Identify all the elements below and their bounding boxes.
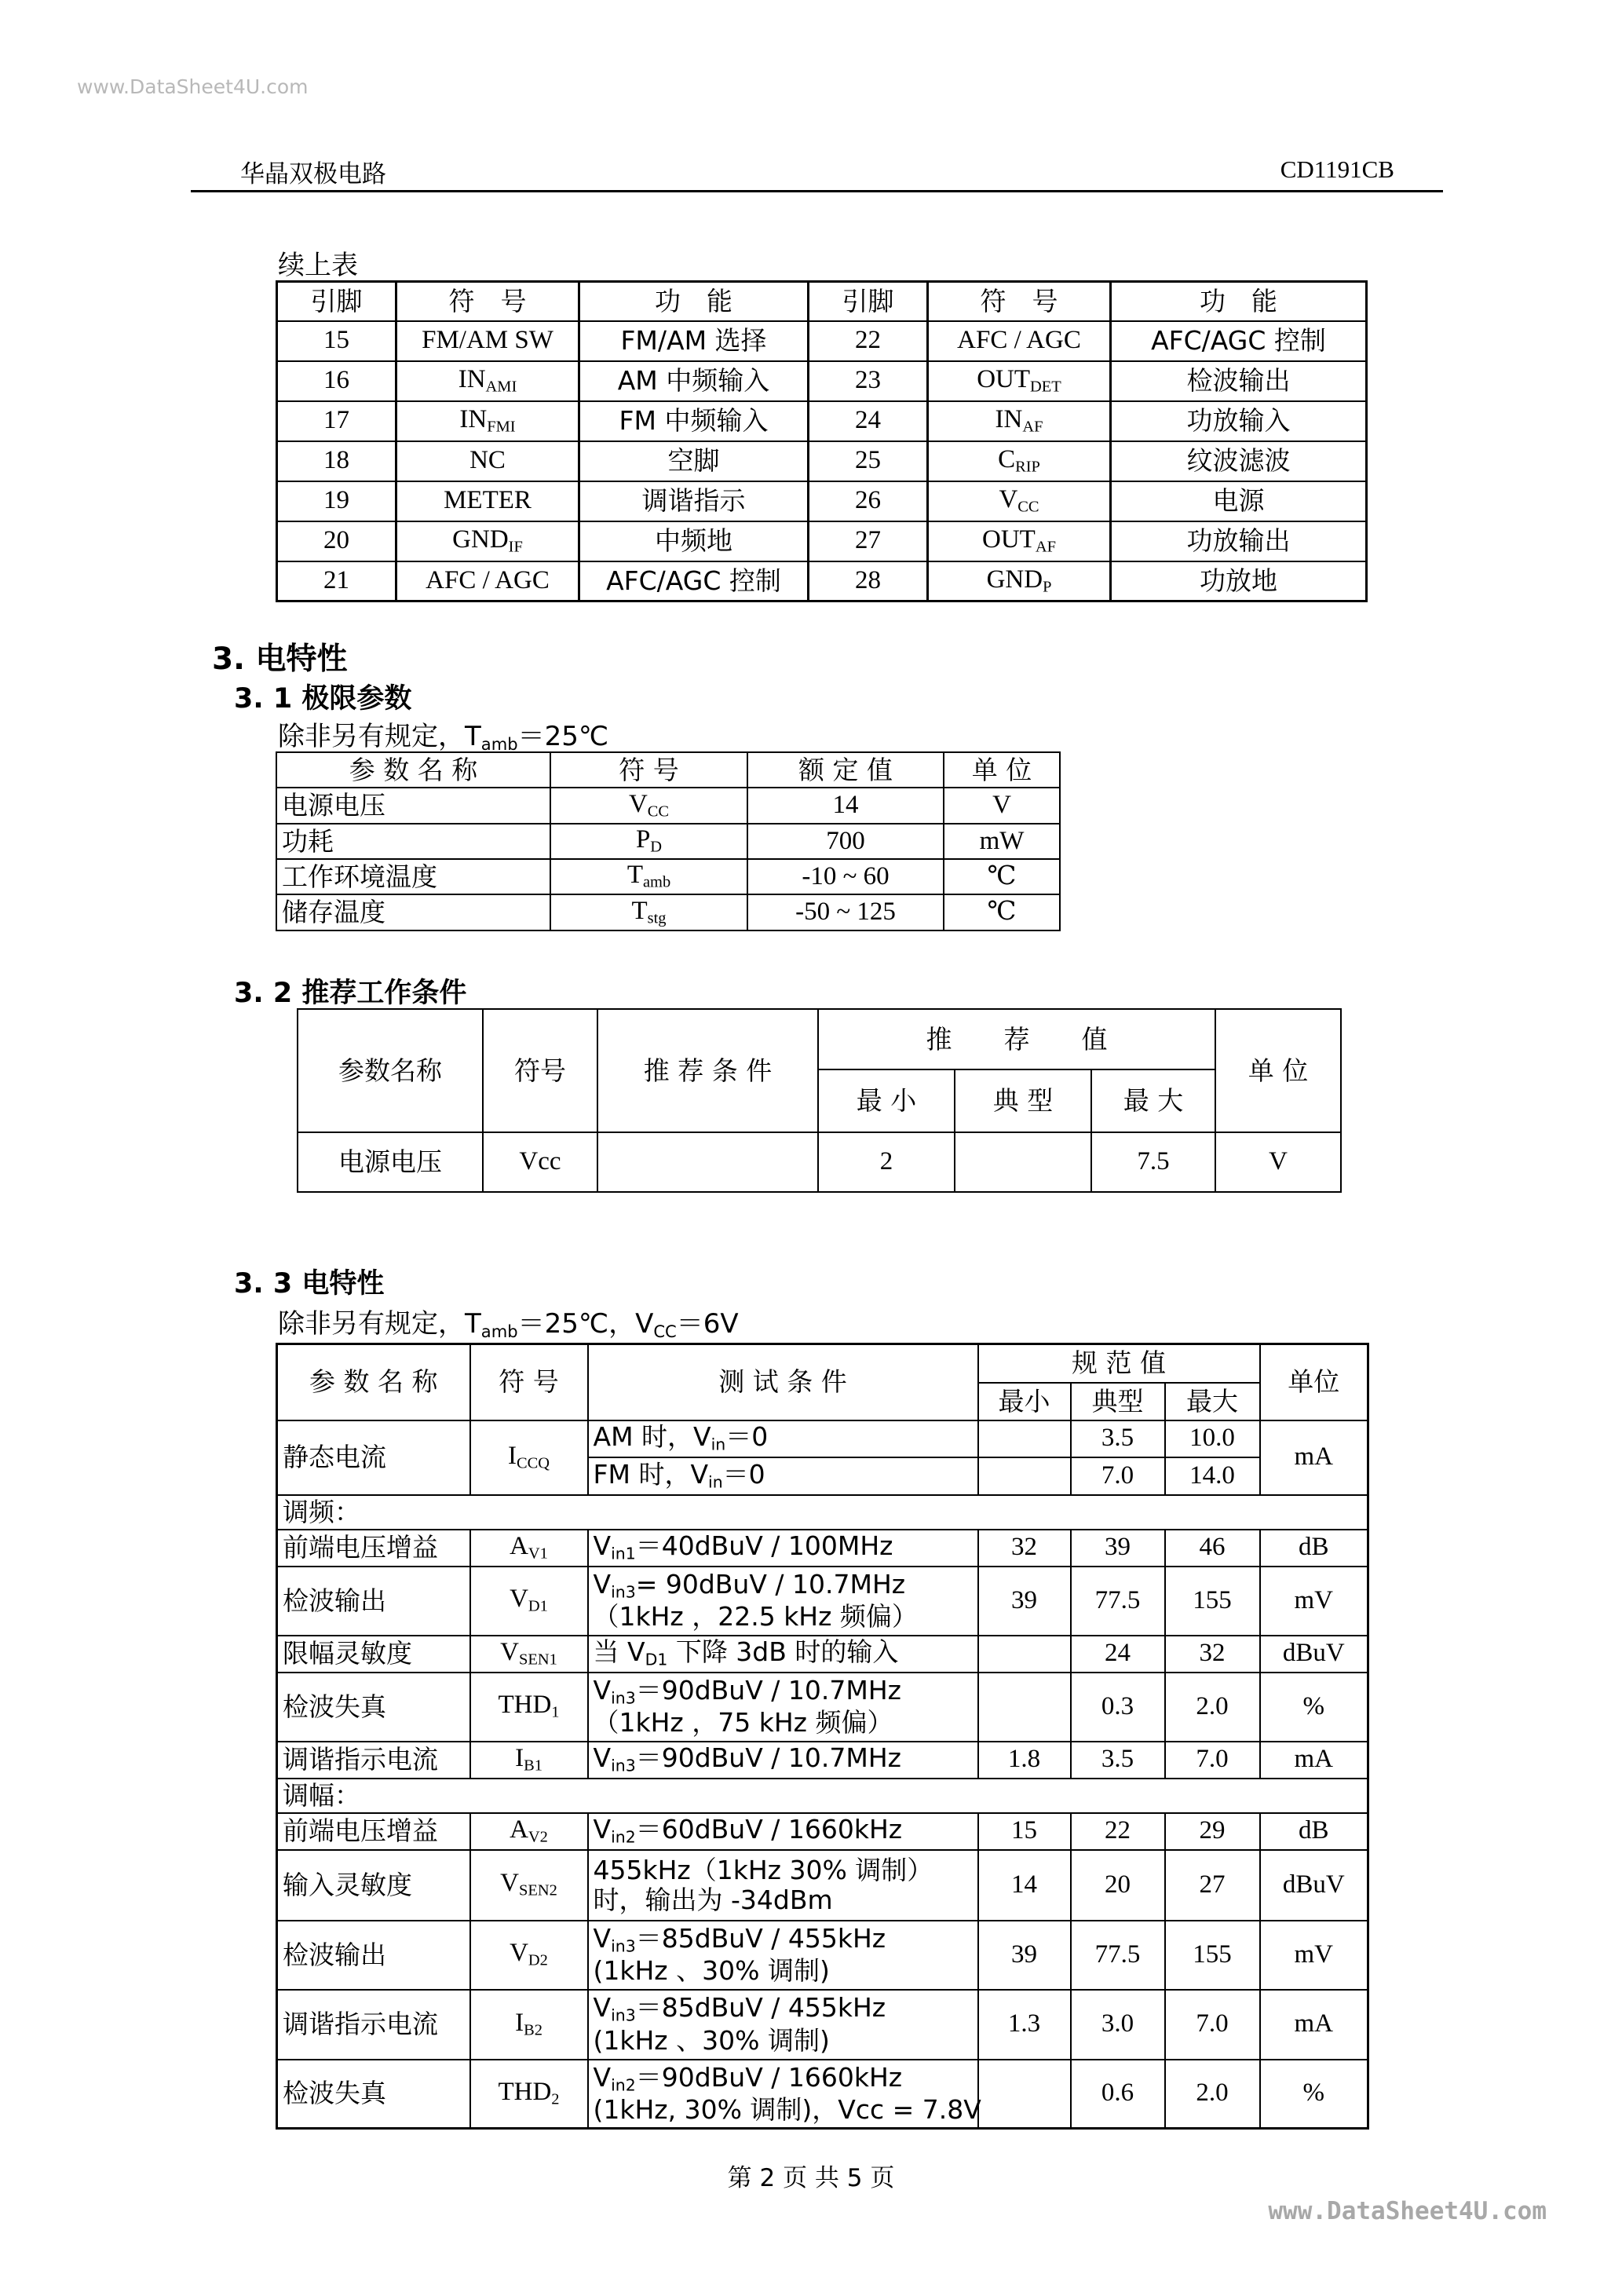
table-row (277, 401, 1367, 441)
param-condition: 455kHz（1kHz 30% 调制） 时，输出为 -34dBm (588, 1850, 978, 1921)
table-row (277, 321, 1367, 361)
col-header: 额 定 值 (747, 752, 944, 788)
param-max: 27 (1165, 1850, 1260, 1921)
group-label: 调频： (277, 1495, 1368, 1530)
section-3-3-title: 3. 3 电特性 (234, 1268, 385, 1300)
param-name: 电源电压 (298, 1132, 483, 1192)
table-row (277, 1921, 1368, 1990)
watermark-top: www.DataSheet4U.com (77, 75, 309, 98)
table-row (276, 788, 1060, 824)
param-typ: 22 (1071, 1813, 1165, 1850)
param-name: 检波输出 (277, 1921, 470, 1990)
param-min: 15 (978, 1813, 1071, 1850)
param-symbol: $I_{B1}$ (470, 1742, 588, 1779)
param-min (978, 1636, 1071, 1673)
col-header: 最 小 (818, 1069, 955, 1132)
param-unit: ℃ (944, 894, 1060, 930)
param-symbol: $THD_1$ (470, 1673, 588, 1742)
param-max: 46 (1165, 1530, 1260, 1567)
pin-symbol: $IN_{FMI}$ (396, 401, 579, 441)
param-name: 储存温度 (276, 894, 550, 930)
param-value: 14 (747, 788, 944, 824)
col-header-group: 规 范 值 (978, 1344, 1260, 1383)
param-min: 1.3 (978, 1990, 1071, 2060)
param-min: 1.8 (978, 1742, 1071, 1779)
param-symbol: Vcc (483, 1132, 597, 1192)
pin-function: 中频地 (579, 521, 809, 561)
table-row (298, 1132, 1341, 1192)
section-3-1-note: 除非另有规定，$T_{amb}=25℃$ (278, 721, 609, 754)
pin-symbol: $GND_P$ (928, 561, 1111, 601)
section-3-1-title: 3. 1 极限参数 (234, 683, 412, 715)
param-name: 检波失真 (277, 1673, 470, 1742)
table-row (276, 859, 1060, 894)
header-divider (191, 190, 1443, 192)
col-header-group: 推 荐 值 (818, 1009, 1215, 1069)
col-header: 单 位 (944, 752, 1060, 788)
pin-function: 电源 (1111, 481, 1367, 521)
col-header: 引脚 (809, 282, 928, 321)
param-condition: 当 $V_{D1}$ 下降 3dB 时的输入 (588, 1636, 978, 1673)
table-header-row (276, 752, 1060, 788)
pin-number: 20 (277, 521, 396, 561)
col-header: 测 试 条 件 (588, 1344, 978, 1420)
pin-table-header (277, 282, 1367, 321)
param-symbol: $A_{V1}$ (470, 1530, 588, 1567)
param-name: 输入灵敏度 (277, 1850, 470, 1921)
param-condition: $V_{in1}=40dBuV / 100MHz$ (588, 1530, 978, 1567)
pin-symbol: AFC / AGC (396, 561, 579, 601)
col-header: 功 能 (579, 282, 809, 321)
pin-function: FM/AM 选择 (579, 321, 809, 361)
table-row (276, 824, 1060, 859)
pin-function: FM 中频输入 (579, 401, 809, 441)
header-company: 华晶双极电路 (240, 160, 386, 188)
table-row (277, 1420, 1368, 1457)
table-row (277, 1567, 1368, 1636)
param-symbol: $V_{SEN1}$ (470, 1636, 588, 1673)
table-row (277, 1636, 1368, 1673)
param-min (978, 2060, 1071, 2129)
table-row (277, 1813, 1368, 1850)
absolute-max-table (276, 751, 1061, 931)
pin-number: 21 (277, 561, 396, 601)
param-min (978, 1673, 1071, 1742)
section-3-title: 3. 电特性 (212, 642, 348, 677)
param-max: 2.0 (1165, 1673, 1260, 1742)
param-unit: V (944, 788, 1060, 824)
table-row (277, 1850, 1368, 1921)
col-header: 单位 (1260, 1344, 1368, 1420)
pin-number: 25 (809, 441, 928, 481)
param-condition: AM 时，$V_{in}=0$ (588, 1420, 978, 1457)
param-condition: $V_{in2}=90dBuV / 1660kHz$ (1kHz, 30% 调制)，Vcc = 7.8V (588, 2060, 978, 2129)
group-row-am (277, 1779, 1368, 1813)
param-max: 7.0 (1165, 1742, 1260, 1779)
param-symbol: $I_{CCQ}$ (470, 1420, 588, 1495)
col-header: 符 号 (470, 1344, 588, 1420)
col-header: 参 数 名 称 (277, 1344, 470, 1420)
table-row (277, 1530, 1368, 1567)
param-condition: $V_{in2}=60dBuV / 1660kHz$ (588, 1813, 978, 1850)
param-max: 7.0 (1165, 1990, 1260, 2060)
param-name: 调谐指示电流 (277, 1742, 470, 1779)
param-max: 10.0 (1165, 1420, 1260, 1457)
pin-symbol: $OUT_{AF}$ (928, 521, 1111, 561)
table-row (277, 361, 1367, 401)
param-unit: mA (1260, 1990, 1368, 2060)
table-row (277, 1742, 1368, 1779)
param-name: 调谐指示电流 (277, 1990, 470, 2060)
param-name: 功耗 (276, 824, 550, 859)
param-typ: 20 (1071, 1850, 1165, 1921)
param-min (978, 1420, 1071, 1457)
param-max: 14.0 (1165, 1457, 1260, 1495)
table-row (277, 521, 1367, 561)
table-row (277, 1990, 1368, 2060)
param-name: 限幅灵敏度 (277, 1636, 470, 1673)
param-symbol: $V_{CC}$ (550, 788, 747, 824)
pin-function: AFC/AGC 控制 (579, 561, 809, 601)
pin-function: AFC/AGC 控制 (1111, 321, 1367, 361)
col-header: 符 号 (928, 282, 1111, 321)
param-max: 32 (1165, 1636, 1260, 1673)
col-header: 符 号 (550, 752, 747, 788)
group-label: 调幅： (277, 1779, 1368, 1813)
section-3-2-title: 3. 2 推荐工作条件 (234, 978, 467, 1009)
pin-symbol: $GND_{IF}$ (396, 521, 579, 561)
param-unit: mV (1260, 1921, 1368, 1990)
param-symbol: $V_{SEN2}$ (470, 1850, 588, 1921)
param-typ: 39 (1071, 1530, 1165, 1567)
param-typ: 24 (1071, 1636, 1165, 1673)
pin-number: 22 (809, 321, 928, 361)
param-typ: 3.0 (1071, 1990, 1165, 2060)
param-name: 静态电流 (277, 1420, 470, 1495)
param-typ: 7.0 (1071, 1457, 1165, 1495)
param-symbol: $T_{amb}$ (550, 859, 747, 894)
param-condition: $V_{in3}=$ 90dBuV / 10.7MHz （1kHz ，22.5 kHz 频偏） (588, 1567, 978, 1636)
param-typ (955, 1132, 1091, 1192)
table-header-row (298, 1009, 1341, 1069)
col-header: 参 数 名 称 (276, 752, 550, 788)
col-header: 最小 (978, 1383, 1071, 1420)
param-typ: 77.5 (1071, 1567, 1165, 1636)
param-symbol: $THD_2$ (470, 2060, 588, 2129)
param-value: 700 (747, 824, 944, 859)
pin-table (276, 280, 1368, 602)
pin-function: 功放输入 (1111, 401, 1367, 441)
param-min: 39 (978, 1921, 1071, 1990)
section-3-3-note: 除非另有规定，$T_{amb}=25℃$，$V_{CC}=6V$ (278, 1308, 739, 1341)
param-min: 32 (978, 1530, 1071, 1567)
param-name: 工作环境温度 (276, 859, 550, 894)
recommended-conditions-table (297, 1008, 1342, 1193)
col-header: 符 号 (396, 282, 579, 321)
col-header: 推 荐 条 件 (597, 1009, 818, 1132)
pin-number: 18 (277, 441, 396, 481)
param-symbol: $I_{B2}$ (470, 1990, 588, 2060)
param-symbol: $V_{D1}$ (470, 1567, 588, 1636)
electrical-characteristics-table (276, 1343, 1369, 2130)
param-condition: $V_{in3}=90dBuV / 10.7MHz$ （1kHz ，75 kHz 频偏） (588, 1673, 978, 1742)
param-unit: mW (944, 824, 1060, 859)
pin-symbol: $C_{RIP}$ (928, 441, 1111, 481)
pin-function: 功放地 (1111, 561, 1367, 601)
col-header: 典 型 (955, 1069, 1091, 1132)
pin-symbol: $IN_{AMI}$ (396, 361, 579, 401)
pin-function: 纹波滤波 (1111, 441, 1367, 481)
param-symbol: $T_{stg}$ (550, 894, 747, 930)
param-unit: V (1215, 1132, 1341, 1192)
param-name: 电源电压 (276, 788, 550, 824)
pin-number: 26 (809, 481, 928, 521)
table-row (276, 894, 1060, 930)
pin-number: 28 (809, 561, 928, 601)
param-condition (597, 1132, 818, 1192)
pin-number: 16 (277, 361, 396, 401)
param-name: 检波输出 (277, 1567, 470, 1636)
pin-symbol: FM/AM SW (396, 321, 579, 361)
page-footer: 第 2 页 共 5 页 (727, 2164, 895, 2192)
param-unit: % (1260, 2060, 1368, 2129)
pin-symbol: AFC / AGC (928, 321, 1111, 361)
param-condition: $V_{in3}=85dBuV / 455kHz$ (1kHz 、30% 调制) (588, 1990, 978, 2060)
param-condition: $V_{in3}=90dBuV / 10.7MHz$ (588, 1742, 978, 1779)
pin-function: 检波输出 (1111, 361, 1367, 401)
param-name: 前端电压增益 (277, 1813, 470, 1850)
pin-number: 24 (809, 401, 928, 441)
pin-table-caption: 续上表 (278, 250, 358, 281)
pin-number: 17 (277, 401, 396, 441)
param-unit: % (1260, 1673, 1368, 1742)
col-header: 参数名称 (298, 1009, 483, 1132)
table-header-row (277, 1344, 1368, 1383)
param-typ: 3.5 (1071, 1742, 1165, 1779)
param-typ: 0.3 (1071, 1673, 1165, 1742)
param-min: 39 (978, 1567, 1071, 1636)
param-min: 14 (978, 1850, 1071, 1921)
watermark-bottom: www.DataSheet4U.com (1268, 2197, 1547, 2225)
header-part-number: CD1191CB (1280, 155, 1394, 183)
group-row-fm (277, 1495, 1368, 1530)
param-condition: FM 时，$V_{in}=0$ (588, 1457, 978, 1495)
param-unit: dBuV (1260, 1850, 1368, 1921)
param-unit: dB (1260, 1813, 1368, 1850)
col-header: 最 大 (1091, 1069, 1215, 1132)
col-header: 单 位 (1215, 1009, 1341, 1132)
pin-number: 23 (809, 361, 928, 401)
pin-function: 调谐指示 (579, 481, 809, 521)
param-max: 29 (1165, 1813, 1260, 1850)
param-name: 检波失真 (277, 2060, 470, 2129)
param-unit: mA (1260, 1420, 1368, 1495)
table-row (277, 481, 1367, 521)
pin-symbol: NC (396, 441, 579, 481)
col-header: 符号 (483, 1009, 597, 1132)
col-header: 引脚 (277, 282, 396, 321)
pin-symbol: $OUT_{DET}$ (928, 361, 1111, 401)
param-symbol: $V_{D2}$ (470, 1921, 588, 1990)
pin-function: 空脚 (579, 441, 809, 481)
param-max: 155 (1165, 1921, 1260, 1990)
param-typ: 77.5 (1071, 1921, 1165, 1990)
param-unit: mA (1260, 1742, 1368, 1779)
pin-number: 27 (809, 521, 928, 561)
pin-symbol: METER (396, 481, 579, 521)
param-typ: 3.5 (1071, 1420, 1165, 1457)
param-max: 2.0 (1165, 2060, 1260, 2129)
param-unit: ℃ (944, 859, 1060, 894)
param-condition: $V_{in3}=85dBuV / 455kHz$ (1kHz 、30% 调制) (588, 1921, 978, 1990)
pin-symbol: $V_{CC}$ (928, 481, 1111, 521)
param-value: -50 ~ 125 (747, 894, 944, 930)
param-symbol: $A_{V2}$ (470, 1813, 588, 1850)
param-unit: mV (1260, 1567, 1368, 1636)
param-name: 前端电压增益 (277, 1530, 470, 1567)
param-unit: dB (1260, 1530, 1368, 1567)
param-unit: dBuV (1260, 1636, 1368, 1673)
param-min (978, 1457, 1071, 1495)
pin-symbol: $IN_{AF}$ (928, 401, 1111, 441)
col-header: 最大 (1165, 1383, 1260, 1420)
param-max: 155 (1165, 1567, 1260, 1636)
table-row (277, 441, 1367, 481)
pin-function: 功放输出 (1111, 521, 1367, 561)
table-row (277, 2060, 1368, 2129)
pin-number: 19 (277, 481, 396, 521)
param-symbol: $P_D$ (550, 824, 747, 859)
param-value: -10 ~ 60 (747, 859, 944, 894)
param-typ: 0.6 (1071, 2060, 1165, 2129)
table-row (277, 561, 1367, 601)
table-row (277, 1673, 1368, 1742)
col-header: 功 能 (1111, 282, 1367, 321)
col-header: 典型 (1071, 1383, 1165, 1420)
pin-function: AM 中频输入 (579, 361, 809, 401)
param-min: 2 (818, 1132, 955, 1192)
param-max: 7.5 (1091, 1132, 1215, 1192)
pin-number: 15 (277, 321, 396, 361)
